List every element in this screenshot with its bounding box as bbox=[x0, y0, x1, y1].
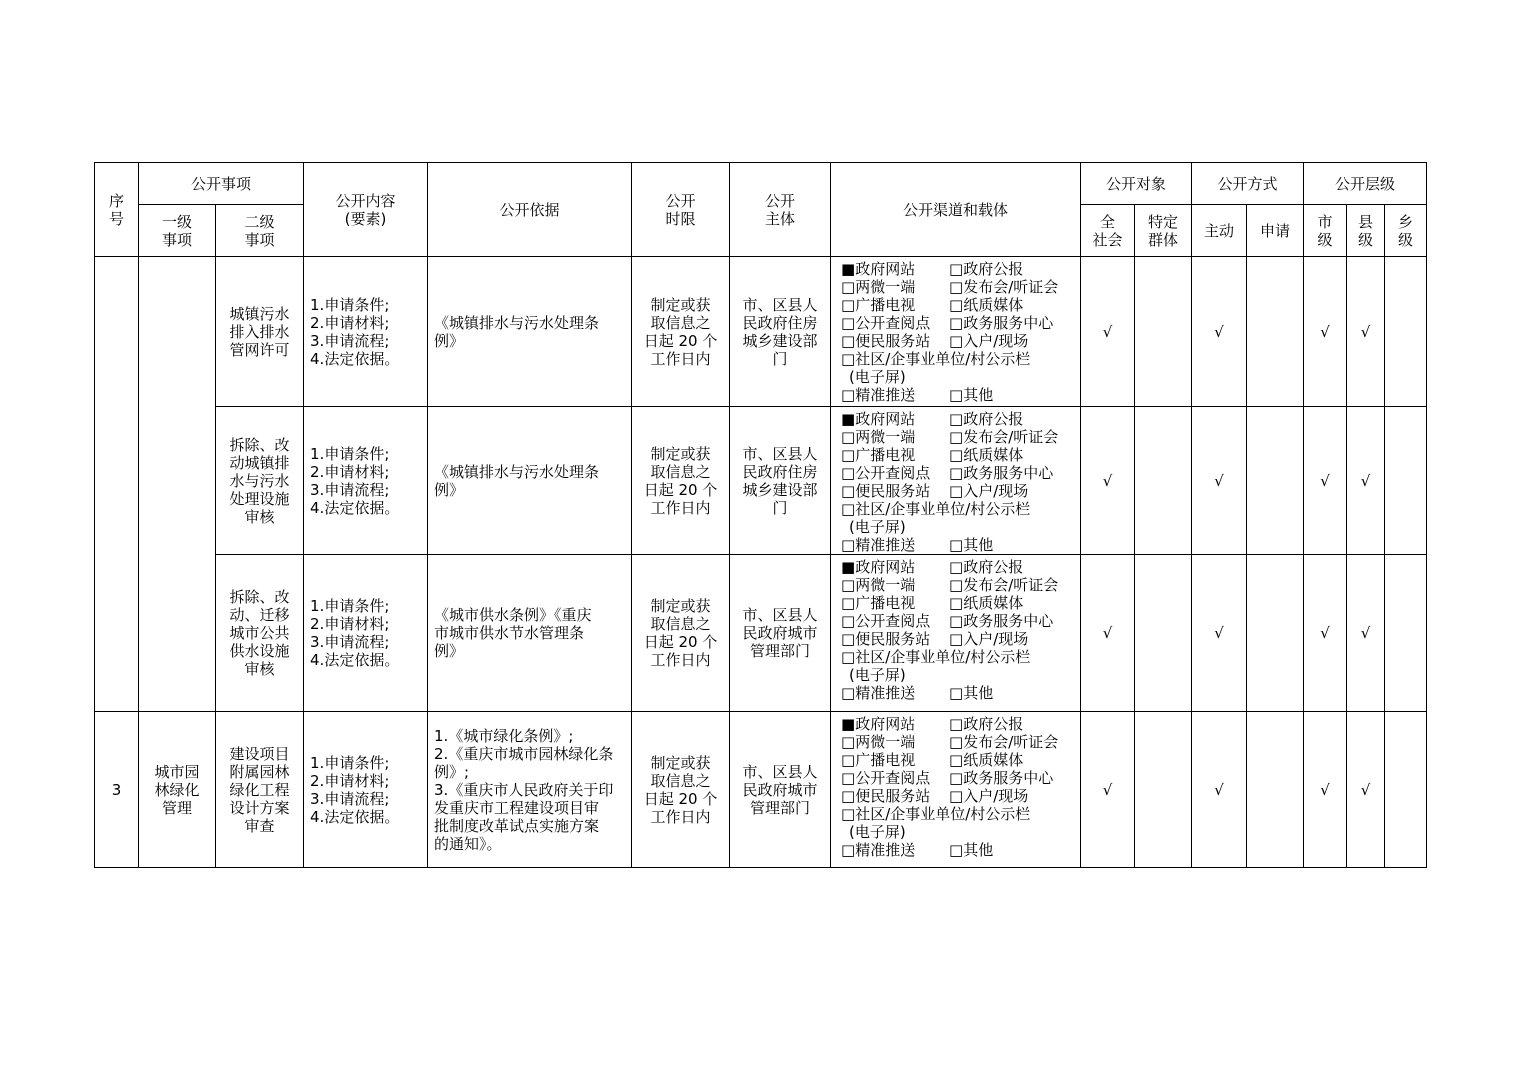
channel-reading: □公开查阅点 bbox=[841, 612, 931, 630]
cell-line: 工作日内 bbox=[650, 349, 711, 368]
cell-line: 工作日内 bbox=[650, 498, 711, 517]
cell-line: 例》 bbox=[434, 642, 465, 660]
header-limit-line2: 时限 bbox=[665, 209, 696, 228]
header-method-active: 主动 bbox=[1192, 205, 1247, 257]
channel-other: □其他 bbox=[949, 684, 994, 702]
cell-line: 审核 bbox=[244, 507, 275, 526]
header-level1 bbox=[139, 205, 216, 257]
channel-service-station: □便民服务站 bbox=[841, 630, 931, 648]
channel-other: □其他 bbox=[949, 536, 994, 554]
cell-line: 取信息之 bbox=[650, 462, 711, 481]
cell-subject bbox=[730, 555, 831, 712]
cell-county: √ bbox=[1347, 407, 1385, 555]
header-subject bbox=[730, 163, 831, 257]
cell-line: 民政府住房 bbox=[742, 313, 818, 332]
subject-lines bbox=[730, 763, 830, 817]
level2-lines bbox=[216, 305, 303, 359]
channel-reading: □公开查阅点 bbox=[841, 314, 931, 332]
cell-line: 建设项目 bbox=[229, 744, 290, 763]
cell-apply bbox=[1247, 257, 1304, 407]
cell-line: 供水设施 bbox=[229, 642, 290, 660]
header-level-town bbox=[1385, 205, 1427, 257]
cell-line: 城市公共 bbox=[229, 624, 290, 642]
level1-lines bbox=[139, 763, 215, 817]
disclosure-table bbox=[94, 162, 1427, 868]
cell-line: 《城镇排水与污水处理条 bbox=[434, 313, 600, 332]
cell-line: 的通知》。 bbox=[434, 834, 502, 853]
channel-hearing: □发布会/听证会 bbox=[949, 733, 1059, 751]
content-lines bbox=[310, 445, 421, 517]
cell-line: 3.《重庆市人民政府关于印 bbox=[434, 780, 614, 799]
channel-gov-gazette: □政府公报 bbox=[949, 260, 1024, 278]
channel-board: □社区/企事业单位/村公示栏 bbox=[841, 350, 1031, 368]
channel-screen: (电子屏) bbox=[849, 518, 906, 536]
header-level-group: 公开层级 bbox=[1304, 163, 1427, 205]
channel-paper: □纸质媒体 bbox=[949, 296, 1024, 314]
cell-limit bbox=[632, 712, 730, 868]
cell-content bbox=[304, 712, 428, 868]
channel-gov-site: ■政府网站 bbox=[841, 558, 916, 576]
cell-line: 动、迁移 bbox=[229, 606, 290, 624]
cell-city: √ bbox=[1304, 712, 1347, 868]
cell-content bbox=[304, 555, 428, 712]
header-level-county bbox=[1347, 205, 1385, 257]
cell-line: 城乡建设部 bbox=[742, 480, 818, 499]
cell-line: 2.《重庆市城市园林绿化条 bbox=[434, 744, 614, 763]
cell-line: 民政府住房 bbox=[742, 462, 818, 481]
header-seq bbox=[95, 163, 139, 257]
channel-service-center: □政务服务中心 bbox=[949, 464, 1054, 482]
header-items-group: 公开事项 bbox=[139, 163, 304, 205]
cell-line: 日起 20 个 bbox=[643, 480, 718, 499]
channel-two-micro: □两微一端 bbox=[841, 576, 916, 594]
cell-line: 例》 bbox=[434, 331, 465, 350]
channel-service-station: □便民服务站 bbox=[841, 482, 931, 500]
cell-line: 1.申请条件; bbox=[310, 597, 390, 615]
header-target-specific bbox=[1135, 205, 1192, 257]
cell-apply bbox=[1247, 555, 1304, 712]
header-target-specific-line1: 特定 bbox=[1148, 212, 1179, 231]
cell-town bbox=[1385, 555, 1427, 712]
channel-reading: □公开查阅点 bbox=[841, 464, 931, 482]
channel-door: □入户/现场 bbox=[949, 630, 1029, 648]
header-level2-text: 二级事项 bbox=[244, 212, 275, 249]
cell-subject bbox=[730, 712, 831, 868]
cell-line: 管网许可 bbox=[229, 340, 290, 359]
basis-lines bbox=[434, 727, 625, 853]
cell-line: 市城市供水节水管理条 bbox=[434, 624, 585, 642]
cell-line: 日起 20 个 bbox=[643, 789, 718, 808]
header-seq-text: 序号 bbox=[108, 191, 124, 228]
cell-level2 bbox=[216, 712, 304, 868]
channel-list bbox=[841, 555, 1080, 702]
cell-line: 管理部门 bbox=[750, 798, 811, 817]
cell-line: 3.申请流程; bbox=[310, 789, 390, 808]
cell-line: 2.申请材料; bbox=[310, 313, 390, 332]
cell-line: 1.申请条件; bbox=[310, 444, 390, 463]
basis-lines bbox=[434, 606, 625, 660]
table-row bbox=[95, 257, 1427, 407]
cell-subject bbox=[730, 407, 831, 555]
cell-specific bbox=[1135, 407, 1192, 555]
cell-active: √ bbox=[1192, 712, 1247, 868]
cell-channels bbox=[831, 712, 1081, 868]
cell-county: √ bbox=[1347, 257, 1385, 407]
cell-channels bbox=[831, 257, 1081, 407]
channel-push: □精准推送 bbox=[841, 841, 916, 859]
header-content bbox=[304, 163, 428, 257]
cell-line: 绿化工程 bbox=[229, 780, 290, 799]
cell-level1 bbox=[139, 257, 216, 712]
cell-line: 门 bbox=[772, 498, 788, 517]
cell-town bbox=[1385, 257, 1427, 407]
channel-tv: □广播电视 bbox=[841, 594, 916, 612]
cell-city: √ bbox=[1304, 257, 1347, 407]
cell-line: 市、区县人 bbox=[742, 444, 818, 463]
cell-line: 取信息之 bbox=[650, 615, 711, 633]
channel-paper: □纸质媒体 bbox=[949, 446, 1024, 464]
channel-hearing: □发布会/听证会 bbox=[949, 278, 1059, 296]
cell-line: 管理 bbox=[161, 798, 192, 817]
table-row bbox=[95, 712, 1427, 868]
cell-line: 排入排水 bbox=[229, 322, 290, 341]
cell-line: 取信息之 bbox=[650, 313, 711, 332]
channel-service-center: □政务服务中心 bbox=[949, 769, 1054, 787]
cell-line: 2.申请材料; bbox=[310, 771, 390, 790]
header-level1-text: 一级事项 bbox=[161, 212, 192, 249]
cell-specific bbox=[1135, 555, 1192, 712]
cell-line: 门 bbox=[772, 349, 788, 368]
header-limit bbox=[632, 163, 730, 257]
cell-line: 动城镇排 bbox=[229, 453, 290, 472]
channel-tv: □广播电视 bbox=[841, 446, 916, 464]
cell-line: 制定或获 bbox=[650, 444, 711, 463]
channel-screen: (电子屏) bbox=[849, 666, 906, 684]
channel-service-station: □便民服务站 bbox=[841, 332, 931, 350]
channel-list bbox=[841, 407, 1080, 554]
channel-service-center: □政务服务中心 bbox=[949, 314, 1054, 332]
cell-city: √ bbox=[1304, 407, 1347, 555]
cell-subject bbox=[730, 257, 831, 407]
header-subject-line1: 公开 bbox=[765, 191, 796, 210]
header-method-apply: 申请 bbox=[1247, 205, 1304, 257]
cell-line: 工作日内 bbox=[650, 807, 711, 826]
channel-gov-gazette: □政府公报 bbox=[949, 410, 1024, 428]
cell-line: 1.《城市绿化条例》; bbox=[434, 726, 574, 745]
channel-service-station: □便民服务站 bbox=[841, 787, 931, 805]
header-method-group: 公开方式 bbox=[1192, 163, 1304, 205]
header-limit-line1: 公开 bbox=[665, 191, 696, 210]
channel-tv: □广播电视 bbox=[841, 751, 916, 769]
header-basis: 公开依据 bbox=[428, 163, 632, 257]
cell-line: 城镇污水 bbox=[229, 304, 290, 323]
level2-lines bbox=[216, 745, 303, 835]
channel-paper: □纸质媒体 bbox=[949, 751, 1024, 769]
channel-screen: (电子屏) bbox=[849, 823, 906, 841]
channel-door: □入户/现场 bbox=[949, 332, 1029, 350]
level2-lines bbox=[216, 588, 303, 678]
cell-line: 日起 20 个 bbox=[643, 633, 718, 651]
subject-lines bbox=[730, 296, 830, 368]
content-lines bbox=[310, 597, 421, 669]
cell-channels bbox=[831, 555, 1081, 712]
cell-line: 《城镇排水与污水处理条 bbox=[434, 462, 600, 481]
channel-two-micro: □两微一端 bbox=[841, 733, 916, 751]
channel-list bbox=[841, 712, 1080, 859]
cell-active: √ bbox=[1192, 555, 1247, 712]
cell-line: 制定或获 bbox=[650, 753, 711, 772]
header-level-city-line2: 级 bbox=[1317, 230, 1333, 249]
channel-screen: (电子屏) bbox=[849, 368, 906, 386]
header-target-all bbox=[1081, 205, 1135, 257]
cell-content bbox=[304, 257, 428, 407]
cell-line: 3.申请流程; bbox=[310, 480, 390, 499]
cell-line: 4.法定依据。 bbox=[310, 651, 400, 669]
cell-line: 拆除、改 bbox=[229, 588, 290, 606]
cell-all-society: √ bbox=[1081, 257, 1135, 407]
cell-limit bbox=[632, 407, 730, 555]
channel-gov-site: ■政府网站 bbox=[841, 410, 916, 428]
content-lines bbox=[310, 754, 421, 826]
cell-seq: 3 bbox=[95, 712, 139, 868]
header-level-county-line1: 县 bbox=[1358, 212, 1374, 231]
channel-gov-site: ■政府网站 bbox=[841, 260, 916, 278]
cell-active: √ bbox=[1192, 257, 1247, 407]
header-target-group: 公开对象 bbox=[1081, 163, 1192, 205]
cell-county: √ bbox=[1347, 555, 1385, 712]
cell-content bbox=[304, 407, 428, 555]
cell-level2 bbox=[216, 407, 304, 555]
header-target-all-line1: 全 bbox=[1100, 212, 1116, 231]
cell-line: 审查 bbox=[244, 816, 275, 835]
cell-apply bbox=[1247, 407, 1304, 555]
cell-line: 日起 20 个 bbox=[643, 331, 718, 350]
cell-all-society: √ bbox=[1081, 555, 1135, 712]
header-level-town-line2: 级 bbox=[1398, 230, 1414, 249]
header-content-line1: 公开内容 bbox=[335, 191, 396, 210]
limit-lines bbox=[632, 597, 729, 669]
limit-lines bbox=[632, 296, 729, 368]
header-level2 bbox=[216, 205, 304, 257]
channel-door: □入户/现场 bbox=[949, 482, 1029, 500]
cell-line: 3.申请流程; bbox=[310, 633, 390, 651]
cell-level1 bbox=[139, 712, 216, 868]
cell-line: 民政府城市 bbox=[742, 624, 818, 642]
cell-line: 取信息之 bbox=[650, 771, 711, 790]
cell-line: 拆除、改 bbox=[229, 435, 290, 454]
cell-basis bbox=[428, 555, 632, 712]
header-target-all-line2: 社会 bbox=[1092, 230, 1123, 249]
cell-line: 市、区县人 bbox=[742, 295, 818, 314]
cell-county: √ bbox=[1347, 712, 1385, 868]
cell-line: 例》 bbox=[434, 480, 465, 499]
cell-seq bbox=[95, 257, 139, 712]
cell-basis bbox=[428, 407, 632, 555]
header-channels: 公开渠道和载体 bbox=[831, 163, 1081, 257]
cell-city: √ bbox=[1304, 555, 1347, 712]
channel-tv: □广播电视 bbox=[841, 296, 916, 314]
channel-gov-site: ■政府网站 bbox=[841, 715, 916, 733]
channel-service-center: □政务服务中心 bbox=[949, 612, 1054, 630]
limit-lines bbox=[632, 445, 729, 517]
header-level-city-line1: 市 bbox=[1317, 212, 1333, 231]
table-row bbox=[95, 555, 1427, 712]
channel-board: □社区/企事业单位/村公示栏 bbox=[841, 805, 1031, 823]
header-subject-line2: 主体 bbox=[765, 209, 796, 228]
channel-other: □其他 bbox=[949, 841, 994, 859]
cell-specific bbox=[1135, 257, 1192, 407]
cell-line: 制定或获 bbox=[650, 295, 711, 314]
cell-line: 城市园 bbox=[154, 762, 200, 781]
cell-line: 水与污水 bbox=[229, 471, 290, 490]
header-target-specific-line2: 群体 bbox=[1148, 230, 1179, 249]
cell-line: 发重庆市工程建设项目审 bbox=[434, 798, 600, 817]
cell-all-society: √ bbox=[1081, 712, 1135, 868]
channel-push: □精准推送 bbox=[841, 536, 916, 554]
channel-reading: □公开查阅点 bbox=[841, 769, 931, 787]
content-lines bbox=[310, 296, 421, 368]
cell-specific bbox=[1135, 712, 1192, 868]
cell-line: 制定或获 bbox=[650, 597, 711, 615]
channel-push: □精准推送 bbox=[841, 386, 916, 404]
channel-gov-gazette: □政府公报 bbox=[949, 558, 1024, 576]
cell-line: 处理设施 bbox=[229, 489, 290, 508]
cell-line: 1.申请条件; bbox=[310, 295, 390, 314]
cell-apply bbox=[1247, 712, 1304, 868]
cell-town bbox=[1385, 712, 1427, 868]
cell-line: 审核 bbox=[244, 660, 275, 678]
cell-line: 4.法定依据。 bbox=[310, 807, 400, 826]
basis-lines bbox=[434, 463, 625, 499]
cell-line: 城乡建设部 bbox=[742, 331, 818, 350]
table-row bbox=[95, 407, 1427, 555]
header-level-county-line2: 级 bbox=[1358, 230, 1374, 249]
header-level-city bbox=[1304, 205, 1347, 257]
channel-hearing: □发布会/听证会 bbox=[949, 428, 1059, 446]
limit-lines bbox=[632, 754, 729, 826]
channel-paper: □纸质媒体 bbox=[949, 594, 1024, 612]
subject-lines bbox=[730, 606, 830, 660]
cell-line: 管理部门 bbox=[750, 642, 811, 660]
cell-basis bbox=[428, 712, 632, 868]
header-level-town-line1: 乡 bbox=[1398, 212, 1414, 231]
channel-list bbox=[841, 257, 1080, 404]
channel-two-micro: □两微一端 bbox=[841, 428, 916, 446]
cell-line: 例》; bbox=[434, 762, 470, 781]
channel-board: □社区/企事业单位/村公示栏 bbox=[841, 648, 1031, 666]
cell-line: 4.法定依据。 bbox=[310, 349, 400, 368]
cell-line: 4.法定依据。 bbox=[310, 498, 400, 517]
cell-line: 工作日内 bbox=[650, 651, 711, 669]
cell-level2 bbox=[216, 257, 304, 407]
cell-line: 林绿化 bbox=[154, 780, 200, 799]
cell-line: 批制度改革试点实施方案 bbox=[434, 816, 600, 835]
channel-hearing: □发布会/听证会 bbox=[949, 576, 1059, 594]
cell-line: 3.申请流程; bbox=[310, 331, 390, 350]
cell-basis bbox=[428, 257, 632, 407]
header-content-line2: (要素) bbox=[344, 209, 387, 228]
channel-gov-gazette: □政府公报 bbox=[949, 715, 1024, 733]
cell-all-society: √ bbox=[1081, 407, 1135, 555]
cell-channels bbox=[831, 407, 1081, 555]
cell-line: 市、区县人 bbox=[742, 762, 818, 781]
cell-line: 附属园林 bbox=[229, 762, 290, 781]
cell-limit bbox=[632, 555, 730, 712]
channel-push: □精准推送 bbox=[841, 684, 916, 702]
cell-active: √ bbox=[1192, 407, 1247, 555]
cell-level2 bbox=[216, 555, 304, 712]
level2-lines bbox=[216, 436, 303, 526]
cell-line: 设计方案 bbox=[229, 798, 290, 817]
cell-line: 2.申请材料; bbox=[310, 462, 390, 481]
cell-line: 1.申请条件; bbox=[310, 753, 390, 772]
cell-line: 市、区县人 bbox=[742, 606, 818, 624]
subject-lines bbox=[730, 445, 830, 517]
channel-two-micro: □两微一端 bbox=[841, 278, 916, 296]
cell-line: 2.申请材料; bbox=[310, 615, 390, 633]
cell-limit bbox=[632, 257, 730, 407]
cell-line: 《城市供水条例》《重庆 bbox=[434, 606, 592, 624]
channel-board: □社区/企事业单位/村公示栏 bbox=[841, 500, 1031, 518]
basis-lines bbox=[434, 314, 625, 350]
cell-town bbox=[1385, 407, 1427, 555]
cell-line: 民政府城市 bbox=[742, 780, 818, 799]
channel-door: □入户/现场 bbox=[949, 787, 1029, 805]
channel-other: □其他 bbox=[949, 386, 994, 404]
